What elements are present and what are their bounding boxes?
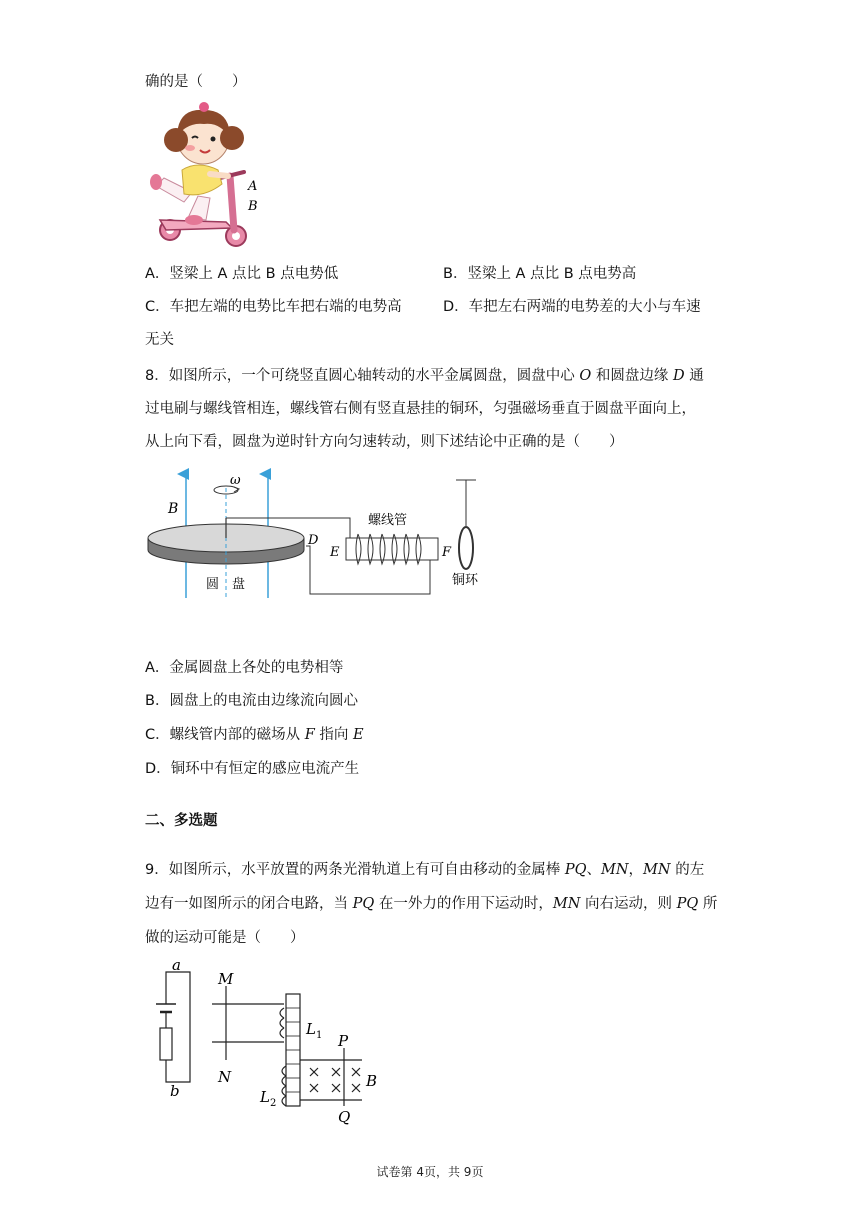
- q8-label-E: E: [330, 545, 340, 560]
- q9-stem-line-2: 边有一如图所示的闭合电路，当 PQ 在一外力的作用下运动时，MN 向右运动，则 PQ 所: [145, 896, 718, 912]
- q7-option-d-continued: 无关: [145, 332, 174, 348]
- coil-L1: [280, 1008, 284, 1038]
- q7-figure-girl-scooter: [148, 98, 266, 256]
- q8-label-B: B: [168, 501, 179, 517]
- left-circuit-wire: [166, 972, 190, 1082]
- q9-label-L1: $L_1$: [306, 1020, 323, 1041]
- q9-label-b: b: [170, 1082, 180, 1100]
- q8-label-omega: ω: [230, 473, 241, 488]
- q8-figure-disk-solenoid: [140, 468, 500, 608]
- q8-stem-line-1: 8．如图所示，一个可绕竖直圆心轴转动的水平金属圆盘，圆盘中心 O 和圆盘边缘 D 通: [145, 368, 704, 384]
- q8-label-ring: 铜环: [452, 573, 479, 588]
- q8-label-disk: 圆 盘: [206, 577, 246, 592]
- page-footer: 试卷第 4页，共 9页: [376, 1165, 484, 1179]
- copper-ring: [459, 527, 473, 569]
- q9-label-N: N: [218, 1068, 232, 1086]
- q8-label-F: F: [442, 545, 452, 560]
- q9-stem-line-1: 9．如图所示，水平放置的两条光滑轨道上有可自由移动的金属棒 PQ、MN，MN 的左: [145, 862, 705, 878]
- q8-option-b[interactable]: B．圆盘上的电流由边缘流向圆心: [145, 693, 358, 709]
- q8-option-a[interactable]: A．金属圆盘上各处的电势相等: [145, 660, 344, 676]
- q7-option-d[interactable]: D．车把左右两端的电势差的大小与车速: [443, 299, 701, 315]
- resistor: [160, 1028, 172, 1060]
- q9-label-M: M: [218, 970, 234, 988]
- q9-label-a: a: [172, 956, 181, 974]
- q8-stem-line-3: 从上向下看，圆盘为逆时针方向匀速转动，则下述结论中正确的是（ ）: [145, 434, 624, 450]
- q8-option-c[interactable]: C．螺线管内部的磁场从 F 指向 E: [145, 727, 364, 743]
- q7-label-A: A: [248, 179, 258, 194]
- q9-label-L2: $L_2$: [260, 1088, 277, 1109]
- section-heading-multiple-choice: 二、多选题: [145, 813, 218, 829]
- q7-option-a[interactable]: A．竖梁上 A 点比 B 点电势低: [145, 266, 339, 282]
- q7-option-b[interactable]: B．竖梁上 A 点比 B 点电势高: [443, 266, 637, 282]
- q9-label-B: B: [366, 1072, 378, 1090]
- q8-label-D: D: [308, 533, 319, 548]
- q8-stem-line-2: 过电刷与螺线管相连，螺线管右侧有竖直悬挂的铜环，匀强磁场垂直于圆盘平面向上，: [145, 401, 696, 417]
- q7-label-B: B: [248, 199, 258, 214]
- magnetic-field-into-page-icon: [310, 1068, 360, 1092]
- q9-label-P: P: [338, 1032, 349, 1050]
- q7-stem-tail: 确的是（ ）: [145, 74, 247, 90]
- q8-label-solenoid: 螺线管: [368, 513, 408, 528]
- q9-stem-line-3: 做的运动可能是（ ）: [145, 930, 305, 946]
- coil-L2: [282, 1066, 286, 1106]
- q7-option-c[interactable]: C．车把左端的电势比车把右端的电势高: [145, 299, 402, 315]
- q8-option-d[interactable]: D．铜环中有恒定的感应电流产生: [145, 761, 360, 777]
- q9-label-Q: Q: [338, 1108, 351, 1126]
- q9-figure-rails-coils: [150, 956, 390, 1128]
